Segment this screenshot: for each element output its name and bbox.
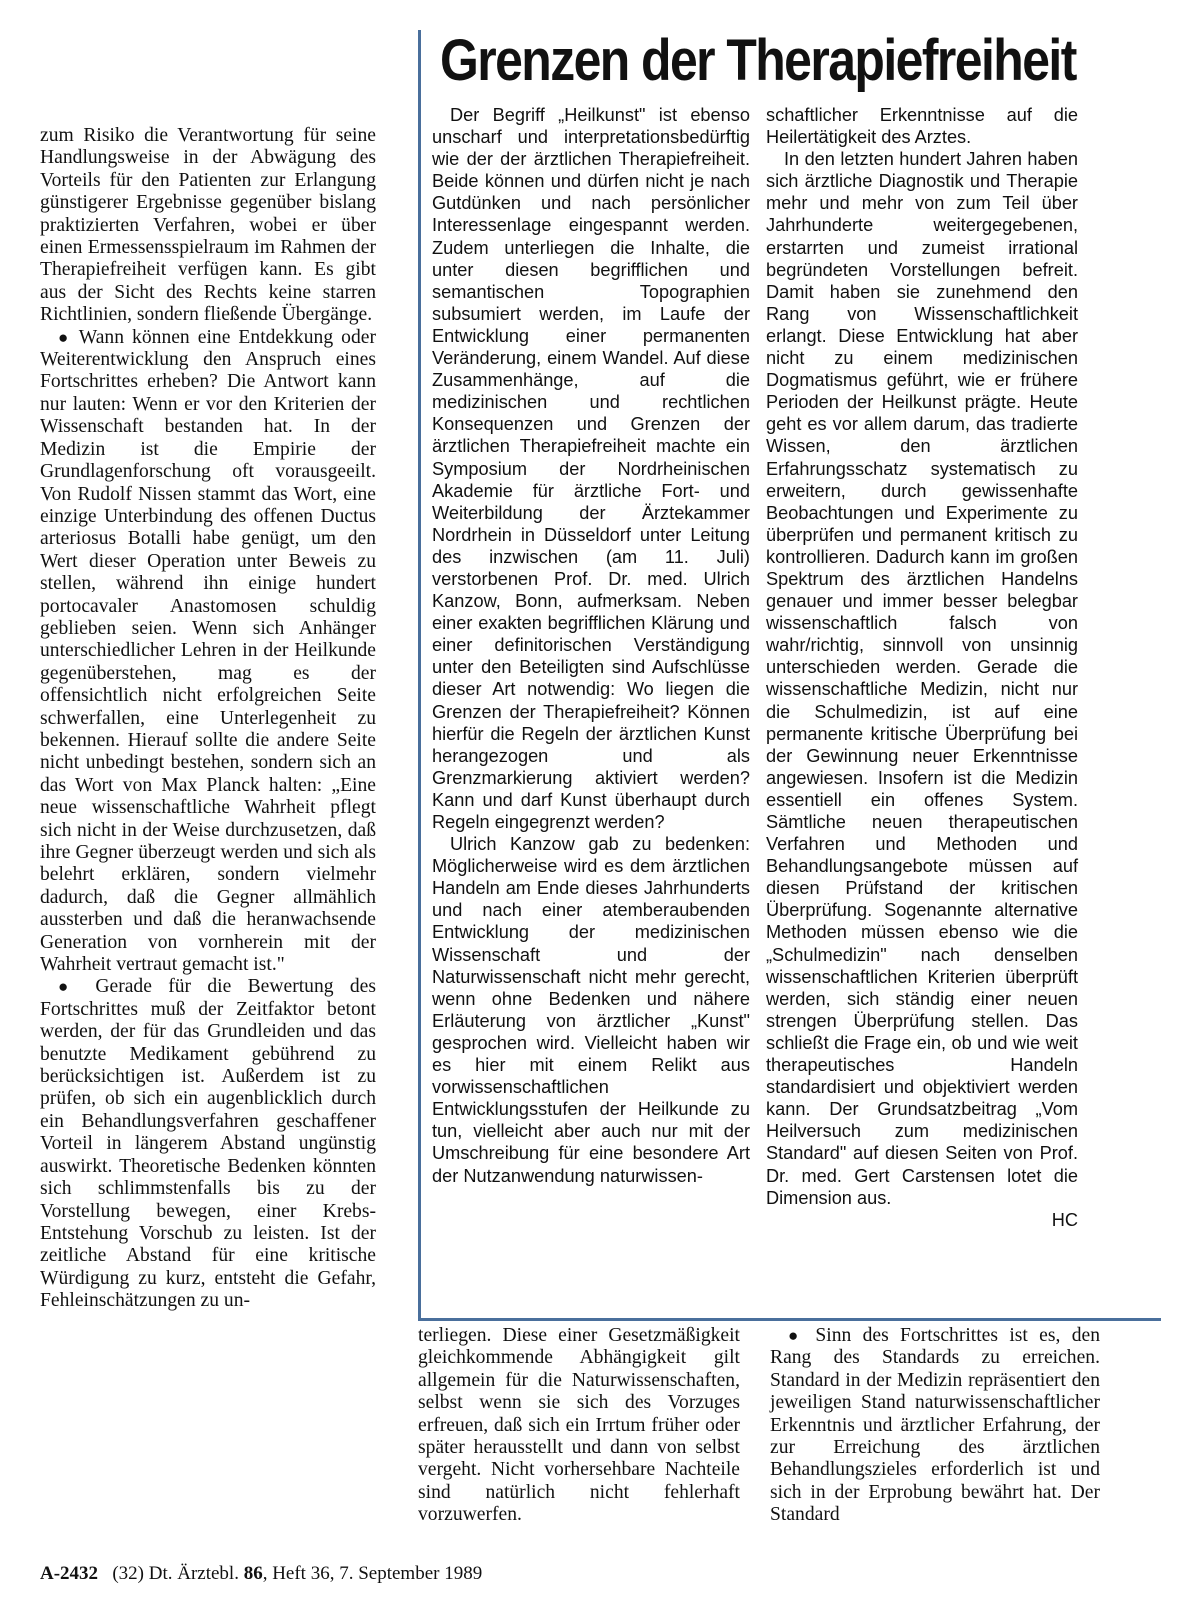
left-paragraph-1: zum Risiko die Verantwortung für seine Handlungsweise in der Abwägung des Vorteils für den Patienten zur Erlangung günstigerer Ergebnisse gegenüber bislang praktizierten Verfahren, wobei er über einen Ermessensspielraum im Rahmen der Therapiefreiheit verfügen kann. Es gibt aus der Sicht des Rechts keine starren Richtlinien, sondern fließende Übergänge.: [40, 125, 376, 326]
box-paragraph-4: In den letzten hundert Jahren haben sich ärztliche Diagnostik und Therapie mehr und mehr von zum Teil über Jahrhunderte weitergegebenen, erstarrten und zumeist irrational begründeten Vorstellungen befreit. Damit haben sie zunehmend den Rang von Wissenschaftlichkeit erlangt. Diese Entwicklung hat aber nicht zu einem medizinischen Dogmatismus geführt, wie er frühere Perioden der Heilkunst prägte. Heute geht es vor allem darum, das tradierte Wissen, den ärztlichen Erfahrungsschatz systematisch zu erweitern, durch gewissenhafte Beobachtungen und Experimente zu überprüfen und permanent kritisch zu kontrollieren. Dadurch kann im großen Spektrum des ärztlichen Handelns genauer und immer besser belegbar wissenschaftlich falsch von wahr/richtig, sinnvoll von unsinnig unterschieden werden. Gerade die wissenschaftliche Medizin, nicht nur die Schulmedizin, ist auf eine permanente kritische Überprüfung bei der Gewinnung neuer Erkenntnisse angewiesen. Insofern ist die Medizin essentiell ein offenes System. Sämtliche neuen therapeutischen Verfahren und Methoden und Behandlungsangebote müssen auf diesen Prüfstand der kritischen Überprüfung. Sogenannte alternative Methoden müssen ebenso wie die „Schulmedizin" nach denselben wissenschaftlichen Kriterien überprüft werden, sich ständig einer neuen strengen Überprüfung stellen. Das schließt die Frage ein, ob und wie weit therapeutisches Handeln standardisiert und objektiviert werden kann. Der Grundsatzbeitrag „Vom Heilversuch zum medizinischen Standard" auf diesen Seiten von Prof. Dr. med. Gert Carstensen lotet die Dimension aus.: [766, 149, 1078, 1208]
box-paragraph-2: Ulrich Kanzow gab zu bedenken: Möglicherweise wird es dem ärztlichen Handeln am Ende dieses Jahrhunderts und nach einer atemberaubenden Entwicklung der medizinischen Wissenschaft und der Naturwissenschaft nicht mehr gerecht, wenn ohne Bedenken und nähere Erläuterung von ärztlicher „Kunst" gesprochen wird. Vielleicht haben wir es hier mit einem Relikt aus vorwissenschaftlichen Entwicklungsstufen der Heilkunde zu tun, vielleicht aber auch nur mit der Umschreibung für eine besondere Art der Nutzanwendung naturwissen-: [432, 834, 750, 1186]
box-paragraph-3: schaftlicher Erkenntnisse auf die Heilertätigkeit des Arztes.: [766, 105, 1078, 148]
left-paragraph-2: ● Wann können eine Entdekkung oder Weiterentwicklung den Anspruch eines Fortschrittes erheben? Die Antwort kann nur lauten: Wenn er vor den Kriterien der Wissenschaft bestanden hat. In der Medizin ist die Empirie der Grundlagenforschung oft vorausgeeilt. Von Rudolf Nissen stammt das Wort, eine einzige Unterbindung des offenen Ductus arteriosus Botalli habe genügt, um den Wert dieser Operation unter Beweis zu stellen, während ihn einige hundert portocavaler Anastomosen schuldig geblieben seien. Wenn sich Anhänger unterschiedlicher Lehren in der Heilkunde gegenüberstehen, mag es der offensichtlich nicht erfolgreichen Seite schwerfallen, eine Unterlegenheit zu bekennen. Hierauf sollte die andere Seite nicht unbedingt bestehen, sondern sich an das Wort von Max Planck halten: „Eine neue wissenschaftliche Wahrheit pflegt sich nicht in der Weise durchzusetzen, daß ihre Gegner überzeugt werden und sich als belehrt erklären, sondern vielmehr dadurch, daß die Gegner allmählich aussterben und daß die heranwachsende Generation von vornherein mit der Wahrheit vertraut gemacht ist.": [40, 327, 376, 977]
box-column-1: [432, 104, 750, 1187]
middle-bottom-column: [418, 1325, 740, 1527]
footer-issue: , Heft 36, 7. September 1989: [262, 1563, 483, 1584]
footer-reference: (32) Dt. Ärztebl.: [112, 1563, 239, 1584]
box-column-2: [766, 104, 1078, 1231]
page-footer: [40, 1562, 482, 1586]
page-number: A-2432: [40, 1563, 99, 1584]
right-bottom-column: [770, 1325, 1100, 1527]
footer-volume: 86: [243, 1563, 263, 1584]
box-paragraph-1: Der Begriff „Heilkunst" ist ebenso unscharf und interpretationsbedürftig wie der der ärztlichen Therapiefreiheit. Beide können und dürfen nicht je nach Gutdünken und nach persönlicher Interessenlage eingespannt werden. Zudem unterliegen die Inhalte, die unter diesen begrifflichen und semantischen Topographien subsumiert werden, im Laufe der Entwicklung einer permanenten Veränderung, einem Wandel. Auf diese Zusammenhänge, auf die medizinischen und rechtlichen Konsequenzen und Grenzen der ärztlichen Therapiefreiheit machte ein Symposium der Nordrheinischen Akademie für ärztliche Fort- und Weiterbildung der Ärztekammer Nordrhein in Düsseldorf unter Leitung des inzwischen (am 11. Juli) verstorbenen Prof. Dr. med. Ulrich Kanzow, Bonn, aufmerksam. Neben einer exakten begrifflichen Klärung und einer definitorischen Verständigung unter den Beteiligten sind Aufschlüsse dieser Art notwendig: Wo liegen die Grenzen der Therapiefreiheit? Können hierfür die Regeln der ärztlichen Kunst herangezogen und als Grenzmarkierung aktiviert werden? Kann und darf Kunst überhaupt durch Regeln eingegrenzt werden?: [432, 105, 750, 832]
middle-bottom-paragraph: terliegen. Diese einer Gesetzmäßigkeit gleichkommende Abhängigkeit gilt allgemein für die Naturwissenschaften, selbst wenn sie sich des Vorzuges erfreuen, daß sich ein Irrtum früher oder später herausstellt und dann von selbst vergeht. Nicht vorhersehbare Nachteile sind natürlich nicht fehlerhaft vorzuwerfen.: [418, 1325, 740, 1526]
box-title: Grenzen der Therapiefreiheit: [440, 28, 1076, 93]
right-bottom-paragraph: ● Sinn des Fortschrittes ist es, den Rang des Standards zu erreichen. Standard in der Medizin repräsentiert den jeweiligen Stand naturwissenschaftlicher Erkenntnis und ärztlicher Erfahrung, der zur Erreichung des ärztlichen Behandlungszieles erforderlich ist und sich in der Erprobung bewährt hat. Der Standard: [770, 1325, 1100, 1527]
box-signature: HC: [1051, 1209, 1078, 1230]
left-column: [40, 125, 376, 1313]
left-paragraph-3: ● Gerade für die Bewertung des Fortschrittes muß der Zeitfaktor betont werden, der für das Grundleiden und das benutzte Medikament gebührend zu berücksichtigen ist. Außerdem ist zu prüfen, ob sich ein augenblicklich durch ein Behandlungsverfahren geschaffener Vorteil in längerem Abstand ungünstig auswirkt. Theoretische Bedenken könnten sich schlimmstenfalls bis zu der Vorstellung bewegen, einer Krebs-Entstehung Vorschub zu leisten. Ist der zeitliche Abstand für eine kritische Würdigung zu kurz, entsteht die Gefahr, Fehleinschätzungen zu un-: [40, 976, 376, 1312]
